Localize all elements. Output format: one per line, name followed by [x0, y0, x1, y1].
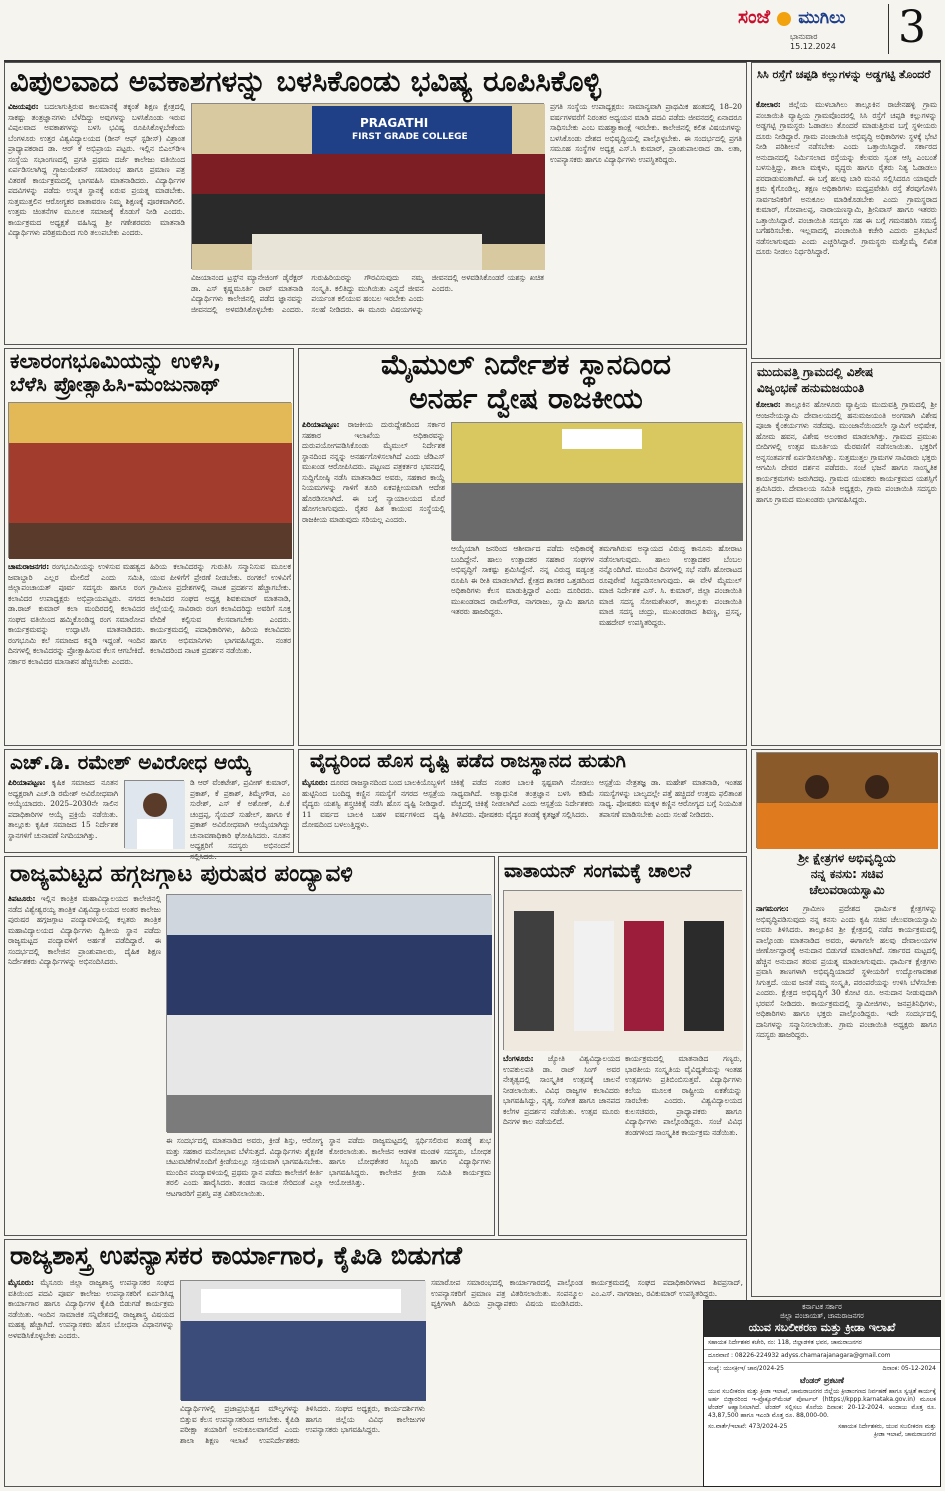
article-7-headline: ವೈದ್ಯರಿಂದ ಹೊಸ ದೃಷ್ಟಿ ಪಡೆದ ರಾಜಸ್ಥಾನದ ಹುಡುಗಿ [310, 750, 626, 772]
ad-footer [704, 1421, 940, 1441]
article-4-col3-text: ತಮಗಾಗಿರುವ ಅನ್ಯಾಯದ ವಿರುದ್ಧ ಕಾನೂನು ಹೋರಾಟ ನಡೆಸಲಾಗುವುದು. ಹಾಲು ಉತ್ಪಾದಕರ ಬೆಂಬಲ ನನ್ನೊಂದಿಗಿದೆ. ಮುಂದಿನ ದಿನಗಳಲ್ಲಿ ಸಭೆ ನಡೆಸಿ ಹೋರಾಟದ ರೂಪುರೇಷೆ ಸಿದ್ಧಪಡಿಸಲಾಗುವುದು. ಈ ವೇಳೆ ಮೈಮುಲ್ ಮಾಜಿ ನಿರ್ದೇಶಕ ಎಸ್. ಸಿ. ಕುಮಾರ್, ಜಿಲ್ಲಾ ಪಂಚಾಯಿತಿ ಮಾಜಿ ಸದಸ್ಯ ಸೋಮಶೇಖರ್, ತಾಲ್ಲೂಕು ಪಂಚಾಯಿತಿ ಮಾಜಿ ಸದಸ್ಯ ಚಂದ್ರು, ಮುಖಂಡರಾದ ಶಿವಣ್ಣ, ಪ್ರಸನ್ನ, ಮಹದೇವ್ ಉಪಸ್ಥಿತರಿದ್ದರು. [599, 544, 742, 627]
article-3-headline-1: ಕಲಾರಂಗಭೂಮಿಯನ್ನು ಉಳಿಸಿ, [10, 349, 222, 373]
article-4-photo [451, 422, 742, 540]
article-6-col1-text: ಕೃಷಿಕ ಸಮಾಜದ ನೂತನ ಅಧ್ಯಕ್ಷರಾಗಿ ಎಚ್.ಡಿ ರಮೇಶ್ ಅವಿರೋಧವಾಗಿ ಆಯ್ಕೆಯಾದರು. 2025–2030ನೇ ಸಾಲಿನ ಪದಾಧಿಕಾರಿಗಳ ಆಯ್ಕೆ ಪ್ರಕ್ರಿಯೆ ನಡೆಯಿತು. ತಾಲ್ಲೂಕು ಕೃಷಿಕ ಸಮಾಜದ 15 ನಿರ್ದೇಶಕ ಸ್ಥಾನಗಳಿಗೆ ಚುನಾವಣೆ ನಿಗದಿಯಾಗಿತ್ತು. [8, 778, 118, 840]
article-11-col3 [431, 1278, 743, 1483]
article-7-col3-text: ಆಸ್ಪತ್ರೆಯ ನೇತ್ರತಜ್ಞ ಡಾ. ಮಹೇಶ್ ಮಾತನಾಡಿ, ಇಂತಹ ಸಮಸ್ಯೆಗಳನ್ನು ಬಾಲ್ಯದಲ್ಲೇ ಪತ್ತೆ ಹಚ್ಚಿದರೆ ಉತ್ತಮ ಫಲಿತಾಂಶ ಸಾಧ್ಯ. ಪೋಷಕರು ಮಕ್ಕಳ ಕಣ್ಣಿನ ಆರೋಗ್ಯದ ಬಗ್ಗೆ ನಿಯಮಿತ ತಪಾಸಣೆ ಮಾಡಿಸಬೇಕು ಎಂದು ಸಲಹೆ ನೀಡಿದರು. [599, 778, 742, 819]
temple-visit-photo [757, 753, 938, 849]
article-11-dateline: ಮೈಸೂರು: [8, 1278, 34, 1287]
tug-of-war-team-photo [167, 895, 492, 1133]
article-6-col2 [190, 778, 290, 861]
article-8-headline-2: ನನ್ನ ಕನಸು: ಸಚಿವ [810, 867, 884, 881]
article-1-photo [191, 103, 544, 269]
article-4-col1-text: ರಾಜಕೀಯ ದುರುದ್ದೇಶದಿಂದ ಸರ್ಕಾರ ಸಹಕಾರ ಇಲಾಖೆಯ ಅಧಿಕಾರವನ್ನು ದುರುಪಯೋಗಪಡಿಸಿಕೊಂಡು ಮೈಮುಲ್ ನಿರ್ದೇಶಕ ಸ್ಥಾನದಿಂದ ನನ್ನನ್ನು ಅನರ್ಹಗೊಳಿಸಲಾಗಿದೆ ಎಂದು ಜೆಡಿಎಸ್ ಮುಖಂಡ ಆರೋಪಿಸಿದರು. ಪಟ್ಟಣದ ಪತ್ರಕರ್ತರ ಭವನದಲ್ಲಿ ಸುದ್ದಿಗೋಷ್ಠಿ ನಡೆಸಿ ಮಾತನಾಡಿದ ಅವರು, ಸಹಕಾರ ಕಾಯ್ದೆ ನಿಯಮಗಳನ್ನು ಗಾಳಿಗೆ ತೂರಿ ಏಕಪಕ್ಷೀಯವಾಗಿ ಆದೇಶ ಹೊರಡಿಸಲಾಗಿದೆ. ಈ ಬಗ್ಗೆ ನ್ಯಾಯಾಲಯದ ಮೊರೆ ಹೋಗಲಾಗುವುದು. ರೈತರ ಹಿತ ಕಾಯುವ ಸಂಸ್ಥೆಯಲ್ಲಿ ರಾಜಕೀಯ ಮಾಡುವುದು ಸರಿಯಲ್ಲ ಎಂದರು. [302, 420, 445, 524]
article-7-col2-text: ಚಿಕಿತ್ಸೆ ಪಡೆದ ನಂತರ ಬಾಲಕಿ ಸ್ಪಷ್ಟವಾಗಿ ನೋಡಲು ಸಾಧ್ಯವಾಗಿದೆ. ಅತ್ಯಾಧುನಿಕ ತಂತ್ರಜ್ಞಾನ ಬಳಸಿ ಕಡಿಮೆ ವೆಚ್ಚದಲ್ಲಿ ಚಿಕಿತ್ಸೆ ನೀಡಲಾಗಿದೆ ಎಂದು ಆಸ್ಪತ್ರೆಯ ನಿರ್ದೇಶಕರು ತಿಳಿಸಿದರು. ಪೋಷಕರು ವೈದ್ಯರ ತಂಡಕ್ಕೆ ಕೃತಜ್ಞತೆ ಸಲ್ಲಿಸಿದರು. [451, 778, 594, 819]
article-3-headline-2: ಬೆಳೆಸಿ ಪ್ರೋತ್ಸಾಹಿಸಿ-ಮಂಜುನಾಥ್ [10, 372, 221, 396]
article-1-headline: ವಿಪುಲವಾದ ಅವಕಾಶಗಳನ್ನು ಬಳಸಿಕೊಂಡು ಭವಿಷ್ಯ ರೂಪಿಸಿಕೊಳ್ಳಿ [10, 64, 602, 98]
article-7-col2 [451, 778, 594, 850]
article-8-photo [756, 752, 937, 848]
article-8-body [756, 904, 937, 1292]
article-5-headline-2: ವಿಜೃಂಭಣೆ ಹನುಮಜಯಂತಿ [757, 381, 865, 395]
article-4-col1 [302, 420, 445, 742]
ad-dept: ಯುವ ಸಬಲೀಕರಣ ಮತ್ತು ಕ್ರೀಡಾ ಇಲಾಖೆ [748, 1321, 896, 1334]
article-1-col3 [550, 102, 742, 340]
article-1-col3-text: ಪ್ರಗತಿ ಸಂಸ್ಥೆಯ ಉಪಾಧ್ಯಕ್ಷರು: ಸಾಮಾನ್ಯವಾಗಿ ಪ್ರಾಥಮಿಕ ಹಂತದಲ್ಲಿ 18–20 ವರ್ಷಗಳವರೆಗೆ ನಿರಂತರ ಅಧ್ಯಯನ ಮಾಡಿ ಪದವಿ ಪಡೆದು ಜೀವನದಲ್ಲಿ ಏನಾದರೂ ಸಾಧಿಸಬೇಕು ಎಂಬ ಮಹತ್ವಾಕಾಂಕ್ಷೆ ಇರಬೇಕು. ಕಾಲೇಜಿನಲ್ಲಿ ಕಲಿತ ವಿಷಯಗಳನ್ನು ಬಳಸಿಕೊಂಡು ದೇಶದ ಅಭಿವೃದ್ಧಿಯಲ್ಲಿ ಪಾಲ್ಗೊಳ್ಳಬೇಕು. ಈ ಸಂದರ್ಭದಲ್ಲಿ ಪ್ರಗತಿ ಸಮೂಹ ಸಂಸ್ಥೆಗಳ ಅಧ್ಯಕ್ಷ ಎಸ್.ಸಿ ಕುಮಾರ್, ಪ್ರಾಂಶುಪಾಲರಾದ ಡಾ. ಲತಾ, ಉಪನ್ಯಾಸಕರು ಹಾಗೂ ವಿದ್ಯಾರ್ಥಿಗಳು ಉಪಸ್ಥಿತರಿದ್ದರು. [550, 102, 742, 164]
stage-felicitation-photo [9, 403, 292, 559]
article-3-dateline: ಚಾಮರಾಜನಗರ: [8, 562, 50, 571]
article-1-caption [192, 332, 193, 333]
article-7-col1 [302, 778, 445, 850]
tender-advertisement [703, 1300, 941, 1487]
masthead-weekday: ಭಾನುವಾರ [790, 32, 818, 41]
article-8-text: ಗ್ರಾಮೀಣ ಪ್ರದೇಶದ ಧಾರ್ಮಿಕ ಕ್ಷೇತ್ರಗಳನ್ನು ಅಭಿವೃದ್ಧಿಪಡಿಸುವುದು ನನ್ನ ಕನಸು ಎಂದು ಕೃಷಿ ಸಚಿವ ಚೆಲುವರಾಯಸ್ವಾಮಿ ಅವರು ತಿಳಿಸಿದರು. ತಾಲ್ಲೂಕಿನ ಶ್ರೀ ಕ್ಷೇತ್ರದಲ್ಲಿ ನಡೆದ ಕಾರ್ಯಕ್ರಮದಲ್ಲಿ ಪಾಲ್ಗೊಂಡು ಮಾತನಾಡಿದ ಅವರು, ಈಗಾಗಲೇ ಹಲವು ದೇವಾಲಯಗಳ ಜೀರ್ಣೋದ್ಧಾರಕ್ಕೆ ಅನುದಾನ ಬಿಡುಗಡೆ ಮಾಡಲಾಗಿದೆ. ಸರ್ಕಾರದ ಮಟ್ಟದಲ್ಲಿ ಹೆಚ್ಚಿನ ಅನುದಾನ ತರುವ ಪ್ರಯತ್ನ ಮಾಡಲಾಗುವುದು. ಧಾರ್ಮಿಕ ಕ್ಷೇತ್ರಗಳು ಪ್ರವಾಸಿ ತಾಣಗಳಾಗಿ ಅಭಿವೃದ್ಧಿಯಾದರೆ ಸ್ಥಳೀಯರಿಗೆ ಉದ್ಯೋಗಾವಕಾಶ ಸಿಗುತ್ತದೆ. ಯುವ ಜನತೆ ನಮ್ಮ ಸಂಸ್ಕೃತಿ, ಪರಂಪರೆಯನ್ನು ಉಳಿಸಿ ಬೆಳೆಸಬೇಕು ಎಂದರು. ಕ್ಷೇತ್ರದ ಅಭಿವೃದ್ಧಿಗೆ 30 ಕೋಟಿ ರೂ. ಅನುದಾನ ನೀಡುವುದಾಗಿ ಭರವಸೆ ನೀಡಿದರು. ಕಾರ್ಯಕ್ರಮದಲ್ಲಿ ಸ್ವಾಮೀಜಿಗಳು, ಜನಪ್ರತಿನಿಧಿಗಳು, ಅಧಿಕಾರಿಗಳು ಹಾಗೂ ಭಕ್ತರು ಪಾಲ್ಗೊಂಡಿದ್ದರು. ಇದೇ ಸಂದರ್ಭದಲ್ಲಿ ದಾನಿಗಳನ್ನು ಸನ್ಮಾನಿಸಲಾಯಿತು. ಗ್ರಾಮ ಪಂಚಾಯಿತಿ ಅಧ್ಯಕ್ಷರು ಹಾಗೂ ಸದಸ್ಯರು ಹಾಜರಿದ್ದರು. [756, 904, 937, 1040]
article-11-col2-text: ವಿದ್ಯಾರ್ಥಿಗಳಲ್ಲಿ ಪ್ರಜಾಪ್ರಭುತ್ವದ ಮೌಲ್ಯಗಳನ್ನು ಬಿತ್ತುವ ಕೆಲಸ ಉಪನ್ಯಾಸಕರಿಂದ ಆಗಬೇಕು. ಕೈಪಿಡಿ ಪರೀಕ್ಷಾ ತಯಾರಿಗೆ ಅನುಕೂಲವಾಗಲಿದೆ ಎಂದು ಶಾಲಾ ಶಿಕ್ಷಣ ಇಲಾಖೆ ಉಪನಿರ್ದೇಶಕರು ತಿಳಿಸಿದರು. ಸಂಘದ ಅಧ್ಯಕ್ಷರು, ಕಾರ್ಯದರ್ಶಿಗಳು ಹಾಗೂ ಜಿಲ್ಲೆಯ ವಿವಿಧ ಕಾಲೇಜುಗಳ ಉಪನ್ಯಾಸಕರು ಭಾಗವಹಿಸಿದ್ದರು. [180, 1404, 425, 1445]
article-4-headline-2: ಅನರ್ಹ ದ್ವೇಷ ರಾಜಕೀಯ [409, 382, 643, 415]
article-2-text: ಜಿಲ್ಲೆಯ ಮುಳಬಾಗಿಲು ತಾಲ್ಲೂಕಿನ ರಾಜೇನಹಳ್ಳಿ ಗ್ರಾಮ ಪಂಚಾಯಿತಿ ವ್ಯಾಪ್ತಿಯ ಗ್ರಾಮವೊಂದರಲ್ಲಿ ಸಿಸಿ ರಸ್ತೆಗೆ ಚಪ್ಪಡಿ ಕಲ್ಲುಗಳನ್ನು ಅಡ್ಡಗಟ್ಟಿ ಗ್ರಾಮಸ್ಥರು ಓಡಾಡಲು ತೊಂದರೆ ಮಾಡುತ್ತಿರುವ ಬಗ್ಗೆ ಸ್ಥಳೀಯರು ದೂರು ನೀಡಿದ್ದಾರೆ. ಗ್ರಾಮ ಪಂಚಾಯಿತಿ ಅಭಿವೃದ್ಧಿ ಅಧಿಕಾರಿಗಳು ಸ್ಥಳಕ್ಕೆ ಭೇಟಿ ನೀಡಿ ಪರಿಶೀಲನೆ ನಡೆಸಬೇಕು ಎಂದು ಒತ್ತಾಯಿಸಿದ್ದಾರೆ. ಸರ್ಕಾರದ ಅನುದಾನದಲ್ಲಿ ನಿರ್ಮಿಸಲಾದ ರಸ್ತೆಯನ್ನು ಕೆಲವರು ಸ್ವಂತ ಆಸ್ತಿ ಎಂಬಂತೆ ಬಳಸುತ್ತಿದ್ದು, ಶಾಲಾ ಮಕ್ಕಳು, ವೃದ್ಧರು ಹಾಗೂ ರೈತರು ನಿತ್ಯ ಓಡಾಡಲು ಪರದಾಡುವಂತಾಗಿದೆ. ಈ ಬಗ್ಗೆ ಹಲವು ಬಾರಿ ಮನವಿ ಸಲ್ಲಿಸಿದರೂ ಯಾವುದೇ ಕ್ರಮ ಕೈಗೊಂಡಿಲ್ಲ. ತಕ್ಷಣ ಅಧಿಕಾರಿಗಳು ಮಧ್ಯಪ್ರವೇಶಿಸಿ ರಸ್ತೆ ತೆರವುಗೊಳಿಸಿ ಸಾರ್ವಜನಿಕರಿಗೆ ಅನುಕೂಲ ಮಾಡಿಕೊಡಬೇಕು ಎಂದು ಗ್ರಾಮಸ್ಥರಾದ ಕುಮಾರ್, ಗೋಪಾಲಪ್ಪ, ನಾರಾಯಣಸ್ವಾಮಿ, ಶ್ರೀನಿವಾಸ್ ಹಾಗೂ ಇತರರು ಒತ್ತಾಯಿಸಿದ್ದಾರೆ. ಪಂಚಾಯಿತಿ ಸದಸ್ಯರು ಸಹ ಈ ಬಗ್ಗೆ ಗಮನಹರಿಸಿ ಸಮಸ್ಯೆ ಬಗೆಹರಿಸಬೇಕು. ಇಲ್ಲವಾದಲ್ಲಿ ಪಂಚಾಯಿತಿ ಕಚೇರಿ ಎದುರು ಪ್ರತಿಭಟನೆ ನಡೆಸಲಾಗುವುದು ಎಂದು ಎಚ್ಚರಿಸಿದ್ದಾರೆ. ಗ್ರಾಮಸ್ಥರು ಮತ್ತೊಮ್ಮೆ ಲಿಖಿತ ದೂರು ನೀಡಲು ನಿರ್ಧರಿಸಿದ್ದಾರೆ. [756, 100, 937, 257]
article-5-body [756, 400, 937, 740]
ad-ref-row [704, 1363, 940, 1375]
photo-banner-text: PRAGATHI [360, 116, 429, 130]
article-6-col1 [8, 778, 118, 850]
article-6-col2-text: ಡಿ ಆರ್ ವೆಂಕಟೇಶ್, ಪ್ರವೀಣ್ ಕುಮಾರ್, ಪ್ರಕಾಶ್, ಕೆ ಪ್ರಕಾಶ್, ತಿಮ್ಮೇಗೌಡ, ಎಂ ಸುರೇಶ್, ಎಸ್ ಕೆ ಅಶೋಕ್, ಪಿ.ಕೆ ಚಂದ್ರಪ್ಪ, ಸೈಯದ್ ಸುಹೇಲ್, ಹಾಗೂ ಕೆ ಪ್ರಕಾಶ್ ಅವಿರೋಧವಾಗಿ ಆಯ್ಕೆಯಾಗಿದ್ದು ಚುನಾವಣಾಧಿಕಾರಿ ಘೋಷಿಸಿದರು. ನೂತನ ಅಧ್ಯಕ್ಷರಿಗೆ ಸದಸ್ಯರು ಅಭಿನಂದನೆ ಸಲ್ಲಿಸಿದರು. [190, 778, 290, 861]
article-7-dateline: ಮೈಸೂರು: [302, 778, 328, 787]
portrait-photo [125, 781, 185, 849]
article-10-col1-text: ಜ್ಯೋತಿ ವಿಶ್ವವಿದ್ಯಾಲಯದ ಉಪಕುಲಪತಿ ಡಾ. ರಾಜ್ ಸಿಂಗ್ ಅವರ ನೇತೃತ್ವದಲ್ಲಿ ಸಾಂಸ್ಕೃತಿಕ ಉತ್ಸವಕ್ಕೆ ಚಾಲನೆ ನೀಡಲಾಯಿತು. ವಿವಿಧ ರಾಜ್ಯಗಳ ಕಲಾವಿದರು ಭಾಗವಹಿಸಿದ್ದು, ನೃತ್ಯ, ಸಂಗೀತ ಹಾಗೂ ಜಾನಪದ ಕಲೆಗಳ ಪ್ರದರ್ಶನ ನಡೆಯಿತು. ಉತ್ಸವ ಮೂರು ದಿನಗಳ ಕಾಲ ನಡೆಯಲಿದೆ. [503, 1054, 620, 1127]
ad-dept-sub: ಜಿಲ್ಲಾ ಪಂಚಾಯತ್, ಚಾಮರಾಜನಗರ [780, 1312, 864, 1320]
article-4-col3 [599, 544, 742, 742]
article-10-col2-text: ಕಾರ್ಯಕ್ರಮದಲ್ಲಿ ಮಾತನಾಡಿದ ಗಣ್ಯರು, ಭಾರತೀಯ ಸಂಸ್ಕೃತಿಯ ವೈವಿಧ್ಯತೆಯನ್ನು ಇಂತಹ ಉತ್ಸವಗಳು ಪ್ರತಿಬಿಂಬಿಸುತ್ತವೆ. ವಿದ್ಯಾರ್ಥಿಗಳು ಕಲೆಯ ಮೂಲಕ ರಾಷ್ಟ್ರೀಯ ಏಕತೆಯನ್ನು ಸಾರಬೇಕು ಎಂದರು. ವಿಶ್ವವಿದ್ಯಾಲಯದ ಕುಲಸಚಿವರು, ಪ್ರಾಧ್ಯಾಪಕರು ಹಾಗೂ ವಿದ್ಯಾರ್ಥಿಗಳು ಪಾಲ್ಗೊಂಡಿದ್ದರು. ಸಂಜೆ ವಿವಿಧ ತಂಡಗಳಿಂದ ಸಾಂಸ್ಕೃತಿಕ ಕಾರ್ಯಕ್ರಮ ನಡೆಯಿತು. [625, 1054, 742, 1137]
article-11-col3-text: ಸಮಾರೋಪ ಸಮಾರಂಭದಲ್ಲಿ ಕಾರ್ಯಾಗಾರದಲ್ಲಿ ಪಾಲ್ಗೊಂಡ ಉಪನ್ಯಾಸಕರಿಗೆ ಪ್ರಮಾಣ ಪತ್ರ ವಿತರಿಸಲಾಯಿತು. ಸಂಪನ್ಮೂಲ ವ್ಯಕ್ತಿಗಳಾಗಿ ಹಿರಿಯ ಪ್ರಾಧ್ಯಾಪಕರು ವಿಷಯ ಮಂಡಿಸಿದರು. ಕಾರ್ಯಕ್ರಮದಲ್ಲಿ ಸಂಘದ ಪದಾಧಿಕಾರಿಗಳಾದ ಶಿವಪ್ರಸಾದ್, ಎಂ.ಎಸ್. ನಾಗರಾಜು, ರವಿಕುಮಾರ್ ಉಪಸ್ಥಿತರಿದ್ದರು. [431, 1278, 743, 1309]
article-4-headline-1: ಮೈಮುಲ್ ನಿರ್ದೇಶಕ ಸ್ಥಾನದಿಂದ [381, 348, 671, 381]
article-7-col3 [599, 778, 742, 850]
article-8-headline-1: ಶ್ರೀ ಕ್ಷೇತ್ರಗಳ ಅಭಿವೃದ್ಧಿಯ [798, 851, 896, 865]
sun-icon [777, 12, 791, 26]
ad-title: ಟೆಂಡರ್ ಪ್ರಕಟಣೆ [800, 1376, 844, 1385]
article-9-col1-text: ಇಲ್ಲಿನ ಕಾಂತ್ರಿಕ ಮಹಾವಿದ್ಯಾಲಯದ ಕಾಲೇಜಿನಲ್ಲಿ ನಡೆದ ವಿಶ್ವೇಶ್ವರಯ್ಯ ತಾಂತ್ರಿಕ ವಿಶ್ವವಿದ್ಯಾಲಯದ ಅಂತರ ಕಾಲೇಜು ಪುರುಷರ ಹಗ್ಗಜಗ್ಗಾಟ ಪಂದ್ಯಾವಳಿಯಲ್ಲಿ ಕಲ್ಪತರು ತಾಂತ್ರಿಕ ಮಹಾವಿದ್ಯಾಲಯದ ವಿದ್ಯಾರ್ಥಿಗಳು ದ್ವಿತೀಯ ಸ್ಥಾನ ಪಡೆದು ರಾಜ್ಯಮಟ್ಟದ ಪಂದ್ಯಾವಳಿಗೆ ಅರ್ಹತೆ ಪಡೆದಿದ್ದಾರೆ. ಈ ಸಂದರ್ಭದಲ್ಲಿ ಕಾಲೇಜಿನ ಪ್ರಾಂಶುಪಾಲರು, ದೈಹಿಕ ಶಿಕ್ಷಣ ನಿರ್ದೇಶಕರು ವಿದ್ಯಾರ್ಥಿಗಳನ್ನು ಅಭಿನಂದಿಸಿದರು. [8, 894, 161, 967]
article-9-photo [166, 894, 491, 1132]
article-9-headline: ರಾಜ್ಯಮಟ್ಟದ ಹಗ್ಗಜಗ್ಗಾಟ ಪುರುಷರ ಪಂದ್ಯಾವಳಿ [10, 861, 353, 887]
ad-sign-no: ಸಂ.ವಾರ್ತೆ/ಇಲಾಖೆ: 473/2024-25 [708, 1423, 788, 1431]
article-9-col2 [166, 1136, 323, 1232]
article-5-dateline: ಕೋಲಾರ: [756, 400, 781, 409]
masthead-date: 15.12.2024 [790, 42, 836, 51]
masthead-brand-1: ಸಂಜೆ [738, 6, 771, 28]
ad-gov: ಕರ್ನಾಟಕ ಸರ್ಕಾರ [802, 1303, 842, 1311]
ad-phone: ದೂರವಾಣಿ : 08226-224932 adyss.chamarajanagara@gmail.com [704, 1350, 940, 1363]
article-1-col-mid [191, 273, 544, 341]
article-9-col3-text: ಸ್ಥಾನ ಪಡೆದು ರಾಜ್ಯಮಟ್ಟದಲ್ಲಿ ಸ್ಪರ್ಧಿಸಲಿರುವ ತಂಡಕ್ಕೆ ಶುಭ ಕೋರಲಾಯಿತು. ಕಾಲೇಜಿನ ಆಡಳಿತ ಮಂಡಳಿ ಸದಸ್ಯರು, ಬೋಧಕ ಹಾಗೂ ಬೋಧಕೇತರ ಸಿಬ್ಬಂದಿ ಹಾಗೂ ವಿದ್ಯಾರ್ಥಿಗಳು ಭಾಗವಹಿಸಿದ್ದರು. ಕಾಲೇಜಿನ ಕ್ರೀಡಾ ಸಮಿತಿ ಕಾರ್ಯಕ್ರಮ ಆಯೋಜಿಸಿತ್ತು. [329, 1136, 491, 1188]
photo-banner-text-2: FIRST GRADE COLLEGE [352, 132, 468, 142]
article-11-col1 [8, 1278, 174, 1483]
article-2-body [756, 100, 937, 354]
article-6-dateline: ಪಿರಿಯಾಪಟ್ಟಣ: [8, 778, 46, 787]
article-7-col1-text: ದೂರದ ರಾಜಸ್ಥಾನದಿಂದ ಬಂದ ಬಾಲಕಿಯೊಬ್ಬಳಿಗೆ ಹುಟ್ಟಿನಿಂದ ಬಂದಿದ್ದ ಕಣ್ಣಿನ ಸಮಸ್ಯೆಗೆ ನಗರದ ಆಸ್ಪತ್ರೆಯ ವೈದ್ಯರು ಯಶಸ್ವಿ ಶಸ್ತ್ರಚಿಕಿತ್ಸೆ ನಡೆಸಿ ಹೊಸ ದೃಷ್ಟಿ ನೀಡಿದ್ದಾರೆ. 11 ವರ್ಷದ ಬಾಲಕಿ ಬಹಳ ವರ್ಷಗಳಿಂದ ದೃಷ್ಟಿ ದೋಷದಿಂದ ಬಳಲುತ್ತಿದ್ದಳು. [302, 778, 446, 830]
article-3-photo [8, 402, 291, 558]
article-10-col2 [625, 1054, 742, 1232]
article-4-dateline: ಪಿರಿಯಾಪಟ್ಟಣ: [302, 420, 340, 429]
article-9-dateline: ತಿಪಟೂರು: [8, 894, 36, 903]
masthead-logo [738, 6, 886, 32]
article-11-photo [180, 1280, 425, 1400]
article-8-dateline: ನಾಗಮಂಗಲ: [756, 904, 789, 913]
article-10-dateline: ಬೆಂಗಳೂರು: [503, 1054, 534, 1063]
article-6-portrait [124, 780, 184, 848]
cultural-fest-photo [504, 891, 743, 1051]
article-11-headline: ರಾಜ್ಯಶಾಸ್ತ್ರ ಉಪನ್ಯಾಸಕರ ಕಾರ್ಯಾಗಾರ, ಕೈಪಿಡಿ ಬಿಡುಗಡೆ [10, 1241, 462, 1270]
article-3-col2 [150, 562, 291, 742]
ad-ref-no: ಸಂಖ್ಯೆ: ಯುಸಕ್ರೀಇ/ ಚಾನ/2024-25 [708, 1365, 784, 1372]
masthead-divider [888, 4, 889, 54]
article-8-headline-3: ಚೆಲುವರಾಯಸ್ವಾಮಿ [809, 883, 885, 897]
article-2-headline: ಸಿಸಿ ರಸ್ತೆಗೆ ಚಪ್ಪಡಿ ಕಲ್ಲುಗಳನ್ನು ಅಡ್ಡಗಟ್ಟಿ ತೊಂದರೆ [757, 68, 931, 81]
article-9-col2-text: ಈ ಸಂದರ್ಭದಲ್ಲಿ ಮಾತನಾಡಿದ ಅವರು, ಕ್ರೀಡೆ ಶಿಸ್ತು, ಆರೋಗ್ಯ ಮತ್ತು ಸಹಕಾರ ಮನೋಭಾವ ಬೆಳೆಸುತ್ತದೆ. ವಿದ್ಯಾರ್ಥಿಗಳು ಶೈಕ್ಷಣಿಕ ಚಟುವಟಿಕೆಗಳೊಂದಿಗೆ ಕ್ರೀಡೆಯಲ್ಲೂ ಸಕ್ರಿಯವಾಗಿ ಭಾಗವಹಿಸಬೇಕು. ಮುಂದಿನ ಪಂದ್ಯಾವಳಿಯಲ್ಲಿ ಪ್ರಥಮ ಸ್ಥಾನ ಪಡೆದು ಕಾಲೇಜಿಗೆ ಕೀರ್ತಿ ತರಲಿ ಎಂದು ಹಾರೈಸಿದರು. ತಂಡದ ನಾಯಕ ಸೇರಿದಂತೆ ಎಲ್ಲಾ ಆಟಗಾರರಿಗೆ ಪ್ರಶಸ್ತಿ ಪತ್ರ ವಿತರಿಸಲಾಯಿತು. [166, 1136, 323, 1198]
page-number: 3 [898, 2, 926, 53]
article-6-headline: ಎಚ್.ಡಿ. ರಮೇಶ್ ಅವಿರೋಧ ಆಯ್ಕೆ [10, 750, 252, 774]
handbook-release-photo [181, 1281, 426, 1401]
article-2-dateline: ಕೋಲಾರ: [756, 100, 781, 109]
article-3-col2-text: ಹಿರಿಯ ಕಲಾವಿದರನ್ನು ಗುರುತಿಸಿ ಸನ್ಮಾನಿಸುವ ಮೂಲಕ ಯುವ ಪೀಳಿಗೆಗೆ ಪ್ರೇರಣೆ ನೀಡಬೇಕು. ರಂಗಕಲೆ ಉಳಿವಿಗೆ ಗ್ರಾಮೀಣ ಪ್ರದೇಶಗಳಲ್ಲಿ ನಾಟಕ ಪ್ರದರ್ಶನ ಹೆಚ್ಚಾಗಬೇಕು. ಕಲಾವಿದರ ಸಂಘದ ಅಧ್ಯಕ್ಷ ಶಿವಕುಮಾರ್ ಮಾತನಾಡಿ, ಜಿಲ್ಲೆಯಲ್ಲಿ ಸಾವಿರಾರು ರಂಗ ಕಲಾವಿದರಿದ್ದು ಅವರಿಗೆ ಸೂಕ್ತ ವೇದಿಕೆ ಕಲ್ಪಿಸುವ ಕೆಲಸವಾಗಬೇಕು ಎಂದರು. ಕಾರ್ಯಕ್ರಮದಲ್ಲಿ ಪದಾಧಿಕಾರಿಗಳು, ಹಿರಿಯ ಕಲಾವಿದರು ಹಾಗೂ ಅಭಿಮಾನಿಗಳು ಭಾಗವಹಿಸಿದ್ದರು. ನಂತರ ಕಲಾವಿದರಿಂದ ನಾಟಕ ಪ್ರದರ್ಶನ ನಡೆಯಿತು. [150, 562, 291, 656]
article-9-col3 [329, 1136, 491, 1232]
article-3-col1 [8, 562, 145, 742]
article-1-dateline: ವಿಜಯಪುರ: [8, 102, 39, 111]
article-11-col1-text: ಮೈಸೂರು ಜಿಲ್ಲಾ ರಾಜ್ಯಶಾಸ್ತ್ರ ಉಪನ್ಯಾಸಕರ ಸಂಘದ ವತಿಯಿಂದ ಪದವಿ ಪೂರ್ವ ಕಾಲೇಜು ಉಪನ್ಯಾಸಕರಿಗೆ ಏರ್ಪಡಿಸಿದ್ದ ಕಾರ್ಯಾಗಾರ ಹಾಗೂ ವಿದ್ಯಾರ್ಥಿಗಳ ಕೈಪಿಡಿ ಬಿಡುಗಡೆ ಕಾರ್ಯಕ್ರಮ ನಡೆಯಿತು. ಇಂದಿನ ಸಾಮಾಜಿಕ ಸನ್ನಿವೇಶದಲ್ಲಿ ರಾಜ್ಯಶಾಸ್ತ್ರ ವಿಷಯದ ಮಹತ್ವ ಹೆಚ್ಚಾಗಿದೆ. ಉಪನ್ಯಾಸಕರು ಹೊಸ ಬೋಧನಾ ವಿಧಾನಗಳನ್ನು ಅಳವಡಿಸಿಕೊಳ್ಳಬೇಕು ಎಂದರು. [8, 1278, 174, 1340]
ad-sign: ಸಹಾಯಕ ನಿರ್ದೇಶಕರು, ಯುವ ಸಬಲೀಕರಣ ಮತ್ತು ಕ್ರೀಡಾ ಇಲಾಖೆ, ಚಾಮರಾಜನಗರ [838, 1423, 936, 1439]
article-1-mid-text: ವಿಜಯಾನಂದ ಟ್ರಸ್ಟ್‌ನ ಮ್ಯಾನೇಜಿಂಗ್ ಡೈರೆಕ್ಟರ್ ಡಾ. ಎಸ್ ಕೃಷ್ಣಮೂರ್ತಿ ರಾವ್ ಮಾತನಾಡಿ ವಿದ್ಯಾರ್ಥಿಗಳು ಕಾಲೇಜಿನಲ್ಲಿ ಪಡೆದ ಜ್ಞಾನವನ್ನು ಜೀವನದಲ್ಲಿ ಅಳವಡಿಸಿಕೊಳ್ಳಬೇಕು ಎಂದರು. ಗುರುಹಿರಿಯರನ್ನು ಗೌರವಿಸುವುದು ನಮ್ಮ ಸಂಸ್ಕೃತಿ. ಕಲಿತಿದ್ದು ಮುಗಿಯಿತು ಎನ್ನದೆ ಜೀವನ ಪರ್ಯಂತ ಕಲಿಯುವ ಹಂಬಲ ಇರಬೇಕು ಎಂದು ಸಲಹೆ ನೀಡಿದರು. ಈ ಮೂರು ವಿಷಯಗಳನ್ನು ಜೀವನದಲ್ಲಿ ಅಳವಡಿಸಿಕೊಂಡರೆ ಯಶಸ್ಸು ಖಚಿತ ಎಂದರು. [191, 273, 544, 314]
article-5-text: ತಾಲ್ಲೂಕಿನ ಹೋಳೂರು ವ್ಯಾಪ್ತಿಯ ಮುದುವತ್ತಿ ಗ್ರಾಮದಲ್ಲಿ ಶ್ರೀ ಆಂಜನೇಯಸ್ವಾಮಿ ದೇವಾಲಯದಲ್ಲಿ ಹನುಮಜಯಂತಿ ಅಂಗವಾಗಿ ವಿಶೇಷ ಪೂಜಾ ಕೈಂಕರ್ಯಗಳು ನಡೆದವು. ಮುಂಜಾನೆಯಿಂದಲೇ ಸ್ವಾಮಿಗೆ ಅಭಿಷೇಕ, ಹೋಮ ಹವನ, ವಿಶೇಷ ಅಲಂಕಾರ ಮಾಡಲಾಗಿತ್ತು. ಗ್ರಾಮದ ಪ್ರಮುಖ ಬೀದಿಗಳಲ್ಲಿ ಉತ್ಸವ ಮೂರ್ತಿಯ ಮೆರವಣಿಗೆ ನಡೆಸಲಾಯಿತು. ಭಕ್ತರಿಗೆ ಅನ್ನಸಂತರ್ಪಣೆ ಏರ್ಪಡಿಸಲಾಗಿತ್ತು. ಸುತ್ತಮುತ್ತಲ ಗ್ರಾಮಗಳ ಸಾವಿರಾರು ಭಕ್ತರು ಆಗಮಿಸಿ ದೇವರ ದರ್ಶನ ಪಡೆದರು. ಸಂಜೆ ಭಜನೆ ಹಾಗೂ ಸಾಂಸ್ಕೃತಿಕ ಕಾರ್ಯಕ್ರಮಗಳು ಜರುಗಿದವು. ಗ್ರಾಮದ ಯುವಕರು ಕಾರ್ಯಕ್ರಮದ ಯಶಸ್ಸಿಗೆ ಶ್ರಮಿಸಿದರು. ದೇವಾಲಯ ಸಮಿತಿ ಅಧ್ಯಕ್ಷರು, ಗ್ರಾಮ ಪಂಚಾಯಿತಿ ಸದಸ್ಯರು ಹಾಗೂ ಗ್ರಾಮದ ಮುಖಂಡರು ಭಾಗವಹಿಸಿದ್ದರು. [756, 400, 938, 504]
masthead-brand-2: ಮುಗಿಲು [798, 8, 846, 28]
press-meet-photo [452, 423, 743, 541]
article-10-headline: ವಾತಾಯನ್ ಸಂಗಮಕ್ಕೆ ಚಾಲನೆ [504, 860, 692, 882]
ad-header [704, 1301, 940, 1337]
ad-ref-date: ದಿನಾಂಕ: 05-12-2024 [882, 1365, 936, 1372]
article-4-col2 [451, 544, 594, 742]
article-1-col1 [8, 102, 185, 340]
article-10-col1 [503, 1054, 620, 1232]
article-11-col2 [180, 1404, 425, 1483]
article-10-photo [503, 890, 742, 1050]
article-1-col1-text: ಬದಲಾಗುತ್ತಿರುವ ಕಾಲಮಾನಕ್ಕೆ ತಕ್ಕಂತೆ ಶಿಕ್ಷಣ ಕ್ಷೇತ್ರದಲ್ಲಿ ಸಾಕಷ್ಟು ತಂತ್ರಜ್ಞಾನಗಳು ಬೆಳೆದಿದ್ದು ಅವುಗಳನ್ನು ಬಳಸಿಕೊಂಡು ಇರುವ ವಿಪುಲವಾದ ಅವಕಾಶಗಳನ್ನು ಬಳಸಿ ಭವಿಷ್ಯ ರೂಪಿಸಿಕೊಳ್ಳಬೇಕೆಂದು ಬೆಂಗಳೂರು ಉತ್ತರ ವಿಶ್ವವಿದ್ಯಾಲಯದ (ಡೀನ್ ಆಫ್ ಸ್ಟಡೀಸ್) ವಿಶ್ರಾಂತ ಪ್ರಾಧ್ಯಾಪಕರಾದ ಡಾ. ಆರ್ ಕೆ ಅಭಿಪ್ರಾಯ ಪಟ್ಟರು. ಇಲ್ಲಿನ ಬಿಎಲ್‌ಡಿಇ ಸಂಸ್ಥೆಯ ಸಭಾಂಗಣದಲ್ಲಿ ಪ್ರಗತಿ ಪ್ರಥಮ ದರ್ಜೆ ಕಾಲೇಜು ವತಿಯಿಂದ ಏರ್ಪಡಿಸಲಾಗಿದ್ದ ಗ್ರ್ಯಾಜುಯೇಶನ್ ಸಮಾರಂಭ ಹಾಗೂ ಪ್ರಮಾಣ ಪತ್ರ ವಿತರಣೆ ಕಾರ್ಯಕ್ರಮದಲ್ಲಿ ಭಾಗವಹಿಸಿ ಮಾತನಾಡಿದರು. ವಿದ್ಯಾರ್ಥಿಗಳ ಪದವಿಗಳನ್ನು ಪಡೆದು ಉನ್ನತ ಸ್ಥಾನಕ್ಕೆ ಏರುವ ಪ್ರಯತ್ನ ಮಾಡಬೇಕು. ಸುತ್ತಮುತ್ತಲಿನ ಆರೋಗ್ಯಕರ ವಾತಾವರಣ ನಿಮ್ಮ ಶಿಕ್ಷಣಕ್ಕೆ ಪೂರಕವಾಗಿರಲಿ. ಉತ್ತಮ ಚಿಂತನೆಗಳ ಮೂಲಕ ಸಮಾಜಕ್ಕೆ ಕೊಡುಗೆ ನೀಡಿ ಎಂದರು. ಕಾರ್ಯಕ್ರಮದ ಅಧ್ಯಕ್ಷತೆ ವಹಿಸಿದ್ದ ಶ್ರೀ ಗಣೇಶರವರು ಮಾತನಾಡಿ ವಿದ್ಯಾರ್ಥಿಗಳು ಪರಿಶ್ರಮದಿಂದ ಗುರಿ ತಲುಪಬೇಕು ಎಂದರು. [8, 102, 185, 238]
ad-body: ಯುವ ಸಬಲೀಕರಣ ಮತ್ತು ಕ್ರೀಡಾ ಇಲಾಖೆ, ಚಾಮರಾಜನಗರ ಜಿಲ್ಲೆಯ ಕ್ರೀಡಾಂಗಣದ ನಿರ್ವಹಣೆ ಹಾಗೂ ಸ್ವಚ್ಛತೆ ಕಾರ್ಯಕ್ಕೆ ಅರ್ಹ ಬಿಡ್ದಾರರಿಂದ ಇ-ಪ್ರೊಕ್ಯೂರ್‌ಮೆಂಟ್ ಪೋರ್ಟಲ್ (https://kppp.karnataka.gov.in) ಮೂಲಕ ಟೆಂಡರ್ ಆಹ್ವಾನಿಸಲಾಗಿದೆ. ಟೆಂಡರ್ ಸಲ್ಲಿಸಲು ಕೊನೆಯ ದಿನಾಂಕ: 20-12-2024. ಅಂದಾಜು ಮೊತ್ತ ರೂ. 43,87,500 ಹಾಗೂ ಇಎಂಡಿ ಮೊತ್ತ ರೂ. 88,000-00. [708, 1388, 936, 1420]
article-3-col1-text: ರಂಗಭೂಮಿಯನ್ನು ಉಳಿಸುವ ಮಹತ್ವದ ಜವಾಬ್ದಾರಿ ಎಲ್ಲರ ಮೇಲಿದೆ ಎಂದು ಸಮಿತಿ, ಜಿಲ್ಲಾಪಂಚಾಯತ್ ಪೂರ್ವ ಸದಸ್ಯರು ಹಾಗೂ ರಂಗ ಕಲಾವಿದರ ಉಪಾಧ್ಯಕ್ಷರು ಅಭಿಪ್ರಾಯಪಟ್ಟರು. ನಗರದ ಡಾ.ರಾಜ್ ಕುಮಾರ್ ಕಲಾ ಮಂದಿರದಲ್ಲಿ ಕಲಾವಿದರ ಸಂಘದ ವತಿಯಿಂದ ಹಮ್ಮಿಕೊಂಡಿದ್ದ ರಂಗ ಸಮಾರೋಪ ಕಾರ್ಯಕ್ರಮವನ್ನು ಉದ್ಘಾಟಿಸಿ ಮಾತನಾಡಿದರು. ರಂಗಭೂಮಿ ಕಲೆ ಸಮಾಜದ ಕನ್ನಡಿ ಇದ್ದಂತೆ. ಇಂದಿನ ದಿನಗಳಲ್ಲಿ ಕಲಾವಿದರನ್ನು ಪ್ರೋತ್ಸಾಹಿಸುವ ಕೆಲಸ ಆಗಬೇಕಿದೆ. ಸರ್ಕಾರ ಕಲಾವಿದರ ಮಾಸಾಶನ ಹೆಚ್ಚಿಸಬೇಕು ಎಂದರು. [8, 562, 146, 666]
masthead [738, 0, 945, 58]
article-4-col2-text: ಆಯ್ಕೆಯಾಗಿ ಜನರಿಂದ ಆಶೀರ್ವಾದ ಪಡೆದು ಅಧಿಕಾರಕ್ಕೆ ಬಂದಿದ್ದೇನೆ. ಹಾಲು ಉತ್ಪಾದಕರ ಸಹಕಾರ ಸಂಘಗಳ ಅಭಿವೃದ್ಧಿಗೆ ಸಾಕಷ್ಟು ಶ್ರಮಿಸಿದ್ದೇನೆ. ನನ್ನ ವಿರುದ್ಧ ಷಡ್ಯಂತ್ರ ರೂಪಿಸಿ ಈ ರೀತಿ ಮಾಡಲಾಗಿದೆ. ಕ್ಷೇತ್ರದ ಶಾಸಕರ ಒತ್ತಡದಿಂದ ಅಧಿಕಾರಿಗಳು ಕೆಲಸ ಮಾಡುತ್ತಿದ್ದಾರೆ ಎಂದು ದೂರಿದರು. ಮುಖಂಡರಾದ ರಾಮೇಗೌಡ, ನಾಗರಾಜು, ಸ್ವಾಮಿ ಹಾಗೂ ಇತರರು ಹಾಜರಿದ್ದರು. [451, 544, 594, 617]
article-9-col1 [8, 894, 161, 1232]
article-5-headline-1: ಮುದುವತ್ತಿ ಗ್ರಾಮದಲ್ಲಿ ವಿಶೇಷ [757, 365, 874, 379]
ad-office: ಸಹಾಯಕ ನಿರ್ದೇಶಕರ ಕಚೇರಿ, ನಂ: 118, ಜಿಲ್ಲಾಡಳಿತ ಭವನ, ಚಾಮರಾಜನಗರ [704, 1337, 940, 1350]
